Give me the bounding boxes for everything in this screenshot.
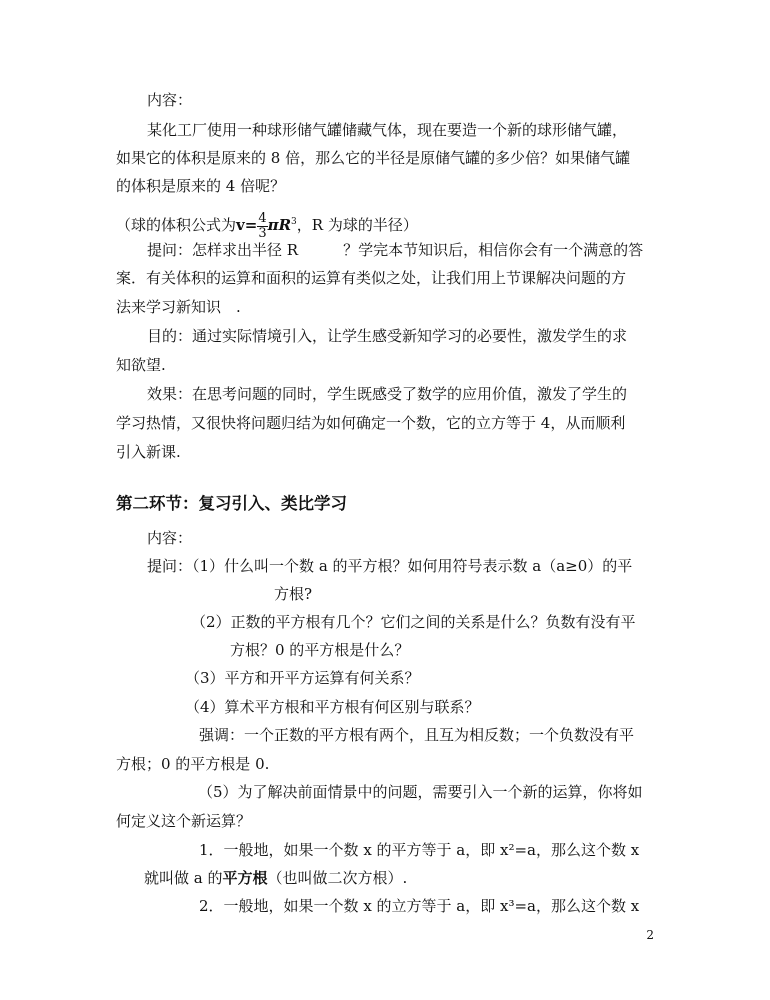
- question-2-line-2: 方根？0 的平方根是什么？: [230, 641, 410, 659]
- formula-eq: =: [244, 216, 258, 234]
- definition-2-line-1: 2．一般地，如果一个数 x 的立方等于 a，即 x³=a，那么这个数 x: [199, 897, 640, 915]
- purpose-line-2: 知欲望.: [116, 356, 166, 374]
- question-5-line-1: （5）为了解决前面情景中的问题，需要引入一个新的运算，你将如: [198, 783, 643, 801]
- problem-line-3: 的体积是原来的 4 倍呢？: [116, 177, 286, 195]
- question-5-line-2: 何定义这个新运算？: [116, 812, 252, 830]
- emphasis-line-1: 强调：一个正数的平方根有两个，且互为相反数；一个负数没有平: [199, 726, 635, 744]
- formula-r: R: [278, 216, 292, 234]
- formula-prefix: （球的体积公式为: [116, 216, 237, 234]
- question-1-line-1: 提问：（1）什么叫一个数 a 的平方根？如何用符号表示数 a（a≥0）的平: [147, 557, 633, 575]
- question-line-2: 案．有关体积的运算和面积的运算有类似之处，让我们用上节课解决问题的方: [116, 269, 627, 287]
- emphasis-line-2: 方根；0 的平方根是 0.: [116, 755, 270, 773]
- formula-v: v: [236, 216, 245, 234]
- problem-line-1: 某化工厂使用一种球形储气罐储藏气体，现在要造一个新的球形储气罐，: [147, 121, 628, 139]
- definition-1-line-2: [144, 868, 407, 888]
- formula-denominator: 3: [258, 225, 267, 241]
- question-line-1: 提问：怎样求出半径 R ？学完本节知识后，相信你会有一个满意的答: [147, 241, 644, 259]
- definition-1-post: （也叫做二次方根）.: [267, 869, 408, 887]
- purpose-line-1: 目的：通过实际情境引入，让学生感受新知学习的必要性，激发学生的求: [147, 327, 628, 345]
- question-2-line-1: （2）正数的平方根有几个？它们之间的关系是什么？负数有没有平: [191, 613, 636, 631]
- definition-1-term: 平方根: [222, 869, 268, 887]
- definition-1-line-1: 1．一般地，如果一个数 x 的平方等于 a，即 x²=a，那么这个数 x: [199, 841, 640, 859]
- question-3: （3）平方和开平方运算有何关系？: [185, 669, 420, 687]
- question-4: （4）算术平方根和平方根有何区别与联系？: [185, 698, 480, 716]
- content-label: 内容：: [147, 91, 193, 109]
- formula-numerator: 4: [258, 210, 267, 226]
- section-heading: 第二环节：复习引入、类比学习: [116, 494, 347, 513]
- formula-pi: π: [267, 216, 279, 234]
- effect-line-2: 学习热情，又很快将问题归结为如何确定一个数，它的立方等于 4，从而顺利: [116, 414, 626, 432]
- effect-line-3: 引入新课.: [116, 443, 181, 461]
- question-1-line-2: 方根?: [274, 585, 313, 603]
- formula-suffix: ，R 为球的半径）: [296, 216, 418, 234]
- formula-fraction: [257, 212, 267, 241]
- formula-exponent: 3: [291, 217, 297, 227]
- definition-1-pre: 就叫做 a 的: [144, 869, 223, 887]
- question-line-3: 法来学习新知识 .: [116, 298, 241, 316]
- volume-formula: [116, 207, 418, 241]
- problem-line-2: 如果它的体积是原来的 8 倍，那么它的半径是原储气罐的多少倍？如果储气罐: [116, 149, 631, 167]
- section2-content-label: 内容：: [147, 529, 193, 547]
- page-number: 2: [646, 928, 654, 942]
- effect-line-1: 效果：在思考问题的同时，学生既感受了数学的应用价值，激发了学生的: [147, 385, 628, 403]
